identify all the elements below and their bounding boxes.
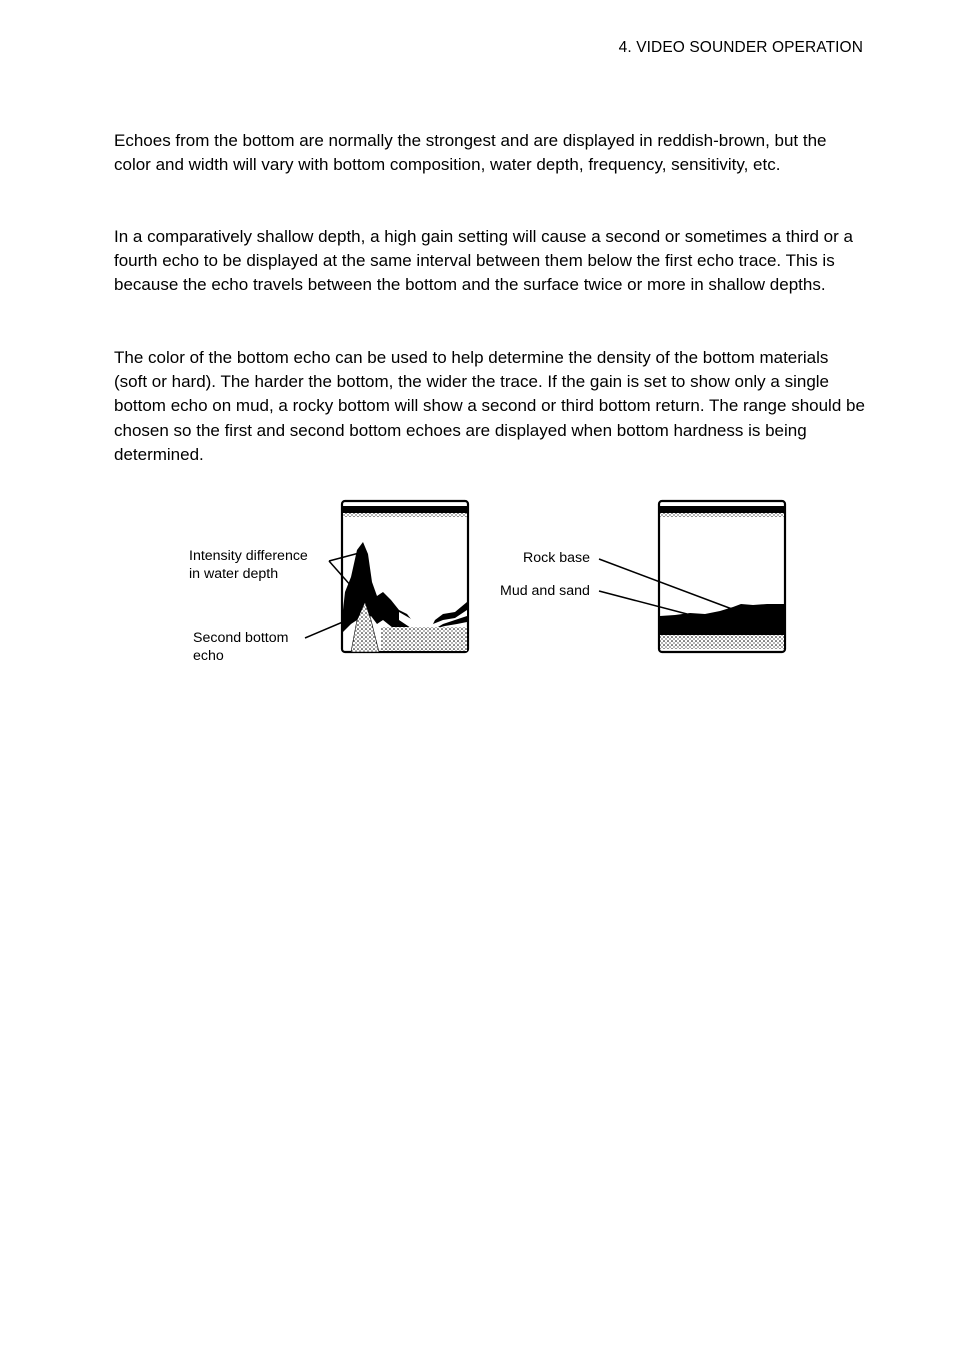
section-header: 4. VIDEO SOUNDER OPERATION: [618, 39, 863, 56]
label-second-bottom-echo: Second bottom echo: [193, 630, 289, 664]
label-intensity-difference: Intensity difference in water depth: [189, 548, 308, 582]
label-mud-and-sand: Mud and sand: [500, 583, 590, 599]
figure-second-bottom-echo: [185, 492, 475, 672]
paragraph-bottom-density: The color of the bottom echo can be used to help determine the density of the bottom materials (soft or hard). The harder the bottom, the wider the trace. If the gain is set to show only a single bottom echo on mud, a rocky bottom will show a second or third bottom return. The range should be chosen so the first and second bottom echoes are displayed when bottom hardness is being determined.: [114, 348, 865, 464]
figure-bottom-hardness: [495, 492, 795, 662]
paragraph-bottom-echo-color: Echoes from the bottom are normally the strongest and are displayed in reddish-brown, but the color and width will vary with bottom composition, water depth, frequency, sensitivity, etc.: [114, 131, 827, 175]
echogram-right-illustration: [495, 492, 795, 662]
paragraph-second-echo: In a comparatively shallow depth, a high gain setting will cause a second or sometimes a third or a fourth echo to be displayed at the same interval between them below the first echo trace. This is because the echo travels between the bottom and the surface twice or more in shallow depths.: [114, 227, 853, 295]
label-rock-base: Rock base: [523, 550, 591, 566]
